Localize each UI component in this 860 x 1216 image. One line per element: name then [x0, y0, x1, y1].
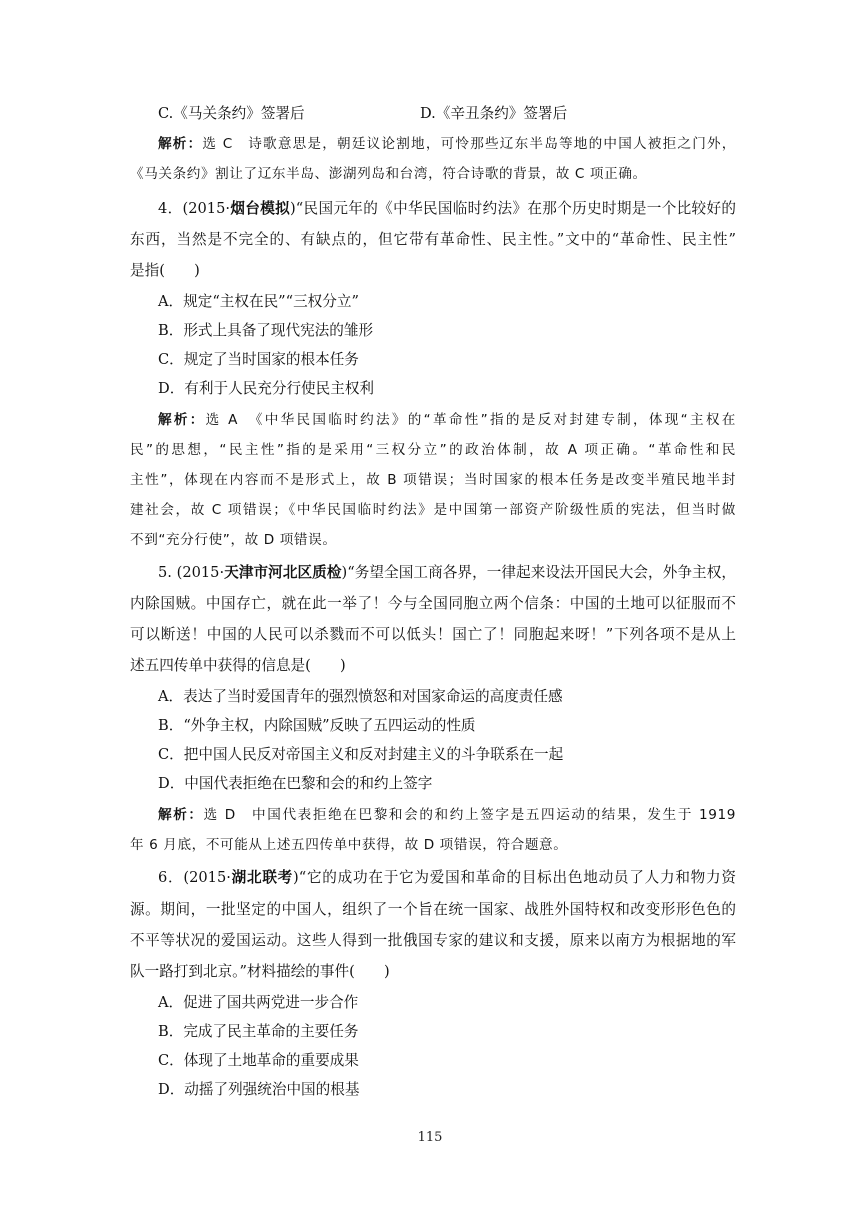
q4-stem-line-2: 东西，当然是不完全的、有缺点的，但它带有革命性、民主性。”文中的“革命性、民主性”: [130, 231, 736, 248]
q6-stem-line-4: 队一路打到北京。”材料描绘的事件( ): [130, 963, 390, 980]
page-number: 115: [417, 1130, 443, 1145]
q4-explanation-line-1: 解析：选 A 《中华民国临时约法》的“革命性”指的是反对封建专制，体现“主权在: [158, 412, 736, 428]
q5-option-d: D．中国代表拒绝在巴黎和会的和约上签字: [158, 775, 433, 792]
q4-explanation-line-4: 建社会，故 C 项错误；《中华民国临时约法》是中国第一部资产阶级性质的宪法，但当时做: [130, 502, 736, 518]
q4-option-b: B．形式上具备了现代宪法的雏形: [158, 322, 374, 339]
q6-option-a: A．促进了国共两党进一步合作: [158, 994, 359, 1011]
q3-explanation-line-2: 《马关条约》割让了辽东半岛、澎湖列岛和台湾，符合诗歌的背景，故 C 项正确。: [130, 166, 647, 182]
q4-explanation-line-5: 不到“充分行使”，故 D 项错误。: [130, 532, 337, 548]
q6-source: 湖北联考: [230, 869, 294, 886]
q5-stem-line-1: 5. (2015·天津市河北区质检)“务望全国工商各界，一律起来设法开国民大会，外争主权，: [158, 564, 736, 581]
q5-stem-line-3: 可以断送！中国的人民可以杀戮而不可以低头！国亡了！同胞起来呀！”下列各项不是从上: [130, 626, 736, 643]
q5-explanation-line-2: 年 6 月底，不可能从上述五四传单中获得，故 D 项错误，符合题意。: [130, 837, 568, 853]
q5-explanation-line-1: 解析：选 D 中国代表拒绝在巴黎和会的和约上签字是五四运动的结果，发生于 1919: [158, 807, 736, 823]
q4-stem-line-1: 4．(2015·烟台模拟)“民国元年的《中华民国临时约法》在那个历史时期是一个比较好的: [158, 200, 736, 217]
q6-option-b: B．完成了民主革命的主要任务: [158, 1023, 359, 1040]
q4-stem-line-3: 是指( ): [130, 262, 200, 279]
q6-stem-line-3: 不平等状况的爱国运动。这些人得到一批俄国专家的建议和支援，原来以南方为根据地的军: [130, 932, 736, 949]
q4-option-c: C．规定了当时国家的根本任务: [158, 351, 359, 368]
q5-option-c: C．把中国人民反对帝国主义和反对封建主义的斗争联系在一起: [158, 746, 564, 763]
explanation-label: 解析：: [158, 412, 206, 428]
q4-option-a: A．规定“主权在民”“三权分立”: [158, 293, 359, 310]
q6-stem-line-2: 源。期间，一批坚定的中国人，组织了一个旨在统一国家、战胜外国特权和改变形形色色的: [130, 901, 736, 918]
q5-option-b: B．“外争主权，内除国贼”反映了五四运动的性质: [158, 717, 476, 734]
q5-source: 天津市河北区质检: [224, 564, 342, 581]
q4-explanation-line-3: 主性”，体现在内容而不是形式上，故 B 项错误；当时国家的根本任务是改变半殖民地半封: [130, 472, 736, 488]
q5-option-a: A．表达了当时爱国青年的强烈愤怒和对国家命运的高度责任感: [158, 688, 563, 705]
q6-stem-line-1: 6．(2015·湖北联考)“它的成功在于它为爱国和革命的目标出色地动员了人力和物力资: [158, 869, 736, 886]
q3-option-d: D.《辛丑条约》签署后: [420, 105, 568, 122]
q4-option-d: D．有利于人民充分行使民主权利: [158, 380, 375, 397]
q5-stem-line-4: 述五四传单中获得的信息是( ): [130, 657, 346, 674]
q5-stem-line-2: 内除国贼。中国存亡，就在此一举了！今与全国同胞立两个信条：中国的土地可以征服而不: [130, 595, 736, 612]
explanation-label: 解析：: [158, 807, 204, 823]
q4-explanation-line-2: 民”的思想，“民主性”指的是采用“三权分立”的政治体制，故 A 项正确。“革命性和民: [130, 442, 736, 458]
q4-source: 烟台模拟: [230, 200, 291, 217]
q3-option-c: C.《马关条约》签署后: [158, 105, 305, 122]
explanation-label: 解析：: [158, 136, 203, 152]
q6-option-d: D．动摇了列强统治中国的根基: [158, 1081, 360, 1098]
q3-explanation-line-1: 解析：选 C 诗歌意思是，朝廷议论割地，可怜那些辽东半岛等地的中国人被拒之门外，: [158, 136, 736, 152]
q6-option-c: C．体现了土地革命的重要成果: [158, 1052, 359, 1069]
